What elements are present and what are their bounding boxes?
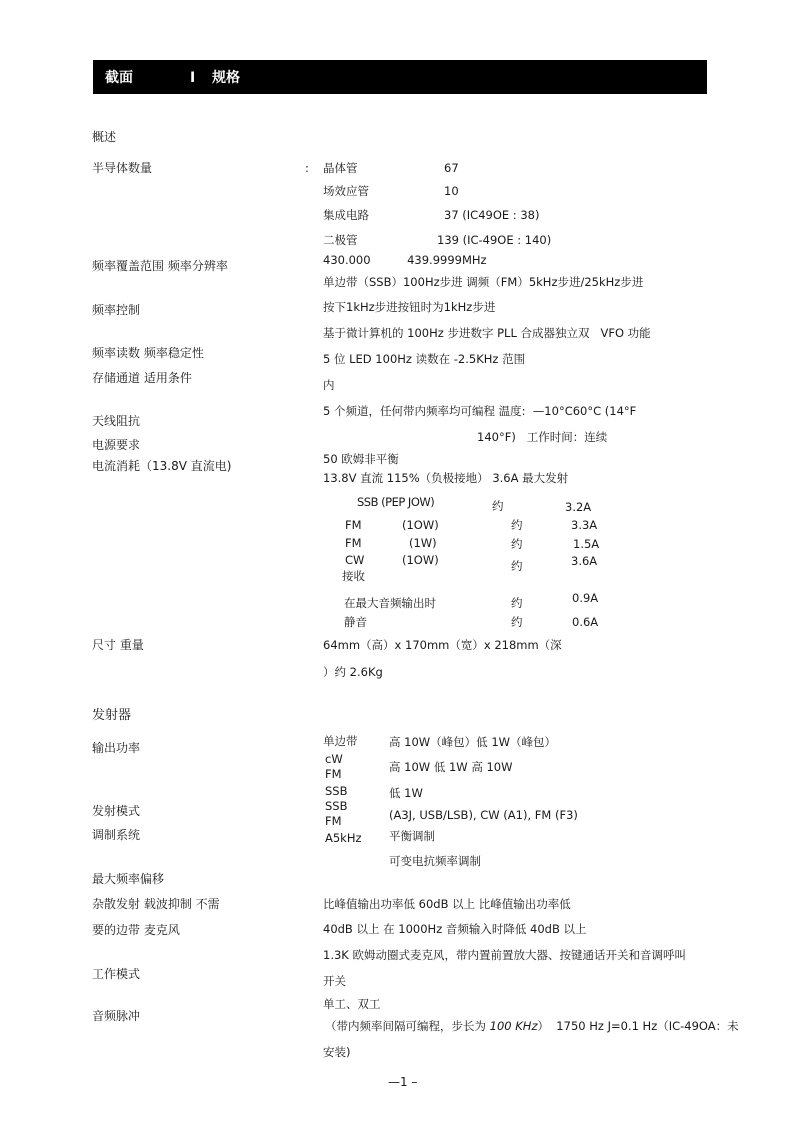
spurious-text: 比峰值输出功率低 60dB 以上 比峰值输出功率低 — [323, 897, 571, 911]
sideband-mic-label: 要的边带 麦克风 — [92, 923, 180, 937]
power-row-value: 高 10W 低 1W 高 10W — [389, 760, 513, 774]
current-row-amps: 0.9A — [572, 591, 599, 605]
memory-usable-label: 存储通道 适用条件 — [92, 371, 192, 385]
current-row-amps: 3.2A — [565, 500, 592, 514]
freq-coverage-label: 频率覆盖范围 频率分辨率 — [92, 259, 228, 273]
power-req-label: 电源要求 — [92, 438, 141, 452]
readout-stability-label: 频率读数 频率稳定性 — [92, 346, 204, 360]
power-row-value: 低 1W — [389, 786, 423, 800]
tone-text — [325, 1019, 739, 1033]
power-row-value: 可变电抗频率调制 — [389, 854, 481, 868]
freq-steps: 单边带（SSB）100Hz步进 调频（FM）5kHz步进/25kHz步进 — [323, 275, 644, 289]
duplex-text: 单工、双工 — [323, 997, 381, 1011]
diode-name: 二极管 — [323, 233, 358, 247]
transistor-name: 晶体管 — [323, 161, 358, 175]
freq-range: 430.000 439.9999MHz — [323, 253, 487, 267]
weight-text: ）约 2.6Kg — [323, 665, 383, 679]
current-row-approx: 约 — [492, 499, 504, 513]
tone-step: 100 KHz — [489, 1019, 538, 1033]
tone-prefix: （带内频率间隔可编程，步长为 — [325, 1019, 490, 1033]
power-row-value: (A3J, USB/LSB), CW (A1), FM (F3) — [389, 808, 578, 822]
emission-mode-label: 发射模式 — [92, 804, 141, 818]
tone-suffix: ） 1750 Hz J=0.1 Hz（IC-49OA：未 — [537, 1019, 739, 1033]
current-row-mode: 接收 — [342, 569, 365, 583]
dimensions-text: 64mm（高）x 170mm（宽）x 218mm（深 — [323, 638, 562, 652]
power-row-mode2: FM — [325, 767, 342, 781]
pll-text: 基于微计算机的 100Hz 步进数字 PLL 合成器独立双 VFO 功能 — [323, 326, 651, 340]
step-button-text: 按下1kHz步进按钮时为1kHz步进 — [323, 300, 496, 314]
antenna-label: 天线阻抗 — [92, 414, 141, 428]
power-row-mode: SSB — [325, 799, 348, 813]
freq-control-label: 频率控制 — [92, 303, 141, 317]
current-label: 电流消耗（13.8V 直流电) — [92, 459, 232, 473]
current-row-power: (1OW) — [402, 553, 439, 567]
sideband-text: 40dB 以上 在 1000Hz 音频输入时降低 40dB 以上 — [323, 922, 587, 936]
power-row-mode: SSB — [325, 784, 348, 798]
current-row-approx: 约 — [511, 537, 523, 551]
header-divider: I — [190, 70, 196, 86]
diode-value: 139 (IC-49OE : 140) — [437, 233, 552, 247]
power-row-value: 高 10W（峰包）低 1W（峰包） — [389, 735, 557, 749]
ic-name: 集成电路 — [323, 208, 369, 222]
current-row-amps: 3.3A — [571, 518, 598, 532]
section-label: 截面 — [105, 70, 133, 86]
current-row-mode: SSB (PEP JOW) — [357, 495, 435, 509]
current-row-approx: 约 — [511, 559, 523, 573]
inside-text: 内 — [323, 378, 335, 392]
output-power-label: 输出功率 — [92, 741, 141, 755]
installed-text: 安装) — [323, 1045, 351, 1059]
fet-value: 10 — [444, 184, 459, 198]
page-title: 规格 — [212, 70, 240, 86]
modulation-label: 调制系统 — [92, 828, 141, 842]
current-row-mode: CW — [345, 553, 365, 567]
audio-pulse-label: 音频脉冲 — [92, 1009, 141, 1023]
current-row-mode: FM — [345, 536, 362, 550]
current-row-amps: 0.6A — [572, 615, 599, 629]
ic-value: 37 (IC49OE : 38) — [444, 208, 540, 222]
current-row-power: (1OW) — [402, 518, 439, 532]
power-row-mode2: FM — [325, 814, 342, 828]
current-row-mode: FM — [345, 518, 362, 532]
temp-time: 140°F) 工作时间：连续 — [477, 430, 608, 444]
current-row-mode: 在最大音频输出时 — [344, 596, 436, 610]
current-row-mode: 静音 — [344, 615, 367, 629]
current-row-amps: 3.6A — [571, 554, 598, 568]
page-number: —1 – — [388, 1075, 418, 1089]
mic-text-cont: 开关 — [323, 974, 346, 988]
operating-mode-label: 工作模式 — [92, 967, 141, 981]
power-row-mode: cW — [325, 752, 343, 766]
unbalanced-text: 50 欧姆非平衡 — [323, 452, 399, 466]
power-row-value: 平衡调制 — [389, 829, 435, 843]
semiconductors-label: 半导体数量 — [92, 161, 153, 175]
fet-name: 场效应管 — [323, 184, 369, 198]
spurious-carrier-label: 杂散发射 载波抑制 不需 — [92, 897, 220, 911]
max-deviation-label: 最大频率偏移 — [92, 872, 165, 886]
mic-text: 1.3K 欧姆动圈式麦克风，带内置前置放大器、按键通话开关和音调呼叫 — [323, 948, 686, 962]
colon: : — [305, 161, 309, 175]
current-row-approx: 约 — [511, 596, 523, 610]
dc-supply: 13.8V 直流 115%（负极接地） 3.6A 最大发射 — [323, 471, 569, 485]
transmitter-heading: 发射器 — [92, 708, 132, 723]
channels-temp: 5 个频道，任何带内频率均可编程 温度: —10°C60°C (14°F — [323, 404, 637, 418]
header-bar — [93, 60, 707, 94]
dimensions-weight-label: 尺寸 重量 — [92, 638, 144, 652]
led-readout: 5 位 LED 100Hz 读数在 -2.5KHz 范围 — [323, 352, 526, 366]
power-row-mode: A5kHz — [325, 831, 362, 845]
current-row-power: (1W) — [409, 536, 437, 550]
power-row-mode: 单边带 — [323, 734, 358, 748]
current-row-approx: 约 — [511, 615, 523, 629]
general-heading: 概述 — [92, 130, 117, 144]
transistor-value: 67 — [444, 161, 459, 175]
current-row-approx: 约 — [511, 518, 523, 532]
current-row-amps: 1.5A — [573, 537, 600, 551]
